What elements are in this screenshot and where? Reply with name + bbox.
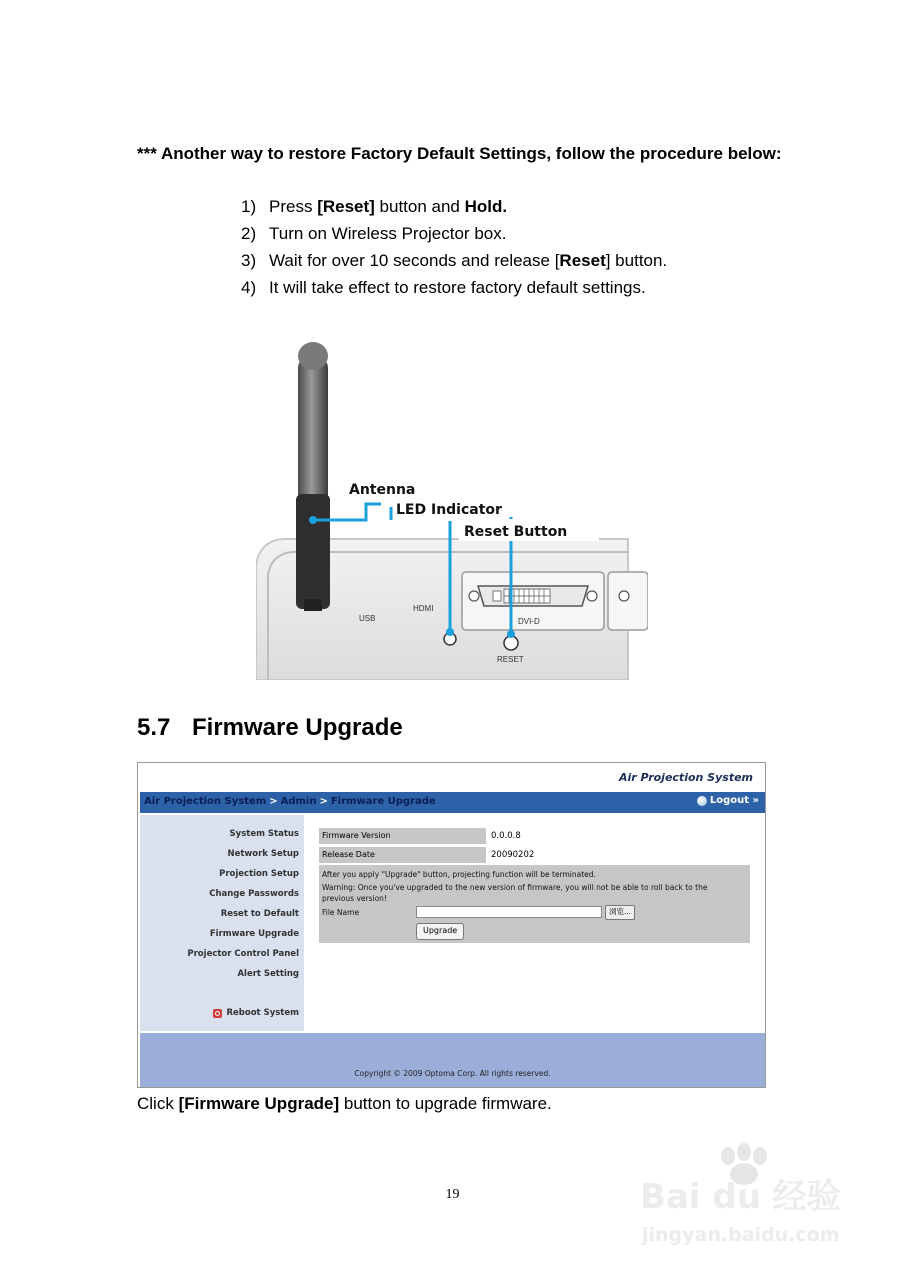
sidebar-item-change-passwords[interactable]: Change Passwords bbox=[209, 889, 299, 899]
breadcrumb-item[interactable]: Air Projection System bbox=[144, 796, 267, 807]
dvi-connector-icon bbox=[469, 586, 597, 606]
baidu-watermark bbox=[640, 1138, 860, 1258]
led-callout: LED Indicator bbox=[396, 502, 502, 518]
upgrade-button[interactable]: Upgrade bbox=[416, 923, 464, 940]
release-date-label: Release Date bbox=[319, 847, 486, 863]
reset-callout: Reset Button bbox=[464, 524, 568, 540]
caption: Click [Firmware Upgrade] button to upgrade firmware. bbox=[137, 1094, 552, 1113]
upgrade-warning-cont: previous version! bbox=[322, 894, 387, 903]
upgrade-warning: Warning: Once you've upgraded to the new version of firmware, you will not be able to roll back to the bbox=[322, 883, 708, 892]
logout-icon bbox=[697, 796, 707, 806]
firmware-version-label: Firmware Version bbox=[319, 828, 486, 844]
breadcrumb-item: Firmware Upgrade bbox=[330, 796, 436, 807]
device-figure bbox=[256, 334, 648, 680]
watermark-url: jingyan.baidu.com bbox=[642, 1224, 840, 1246]
hdmi-label: HDMI bbox=[413, 604, 434, 613]
page-number: 19 bbox=[445, 1187, 460, 1202]
reboot-system-link[interactable]: Reboot System bbox=[213, 1008, 299, 1018]
reset-button-icon bbox=[504, 636, 518, 650]
release-date-value: 20090202 bbox=[491, 850, 535, 860]
sidebar-item-reset-to-default[interactable]: Reset to Default bbox=[220, 909, 299, 919]
step-3: 3) Wait for over 10 seconds and release [Reset] button. bbox=[241, 251, 668, 270]
sidebar-item-system-status[interactable]: System Status bbox=[229, 829, 299, 839]
intro-paragraph: *** Another way to restore Factory Default Settings, follow the procedure below: bbox=[137, 144, 782, 163]
dvid-label: DVI-D bbox=[518, 617, 540, 626]
file-name-label: File Name bbox=[322, 908, 360, 917]
sidebar-item-firmware-upgrade[interactable]: Firmware Upgrade bbox=[209, 929, 299, 939]
logout-link[interactable]: Logout » bbox=[697, 795, 759, 806]
sidebar-item-projection-setup[interactable]: Projection Setup bbox=[219, 869, 299, 879]
firmware-upgrade-screenshot bbox=[137, 762, 766, 1088]
antenna-icon bbox=[296, 342, 330, 611]
step-2: 2) Turn on Wireless Projector box. bbox=[241, 224, 507, 243]
power-icon bbox=[213, 1009, 222, 1018]
upgrade-notice: After you apply "Upgrade" button, projecting function will be terminated. bbox=[322, 870, 596, 879]
sidebar-item-projector-control-panel[interactable]: Projector Control Panel bbox=[187, 949, 299, 959]
step-4: 4) It will take effect to restore factory default settings. bbox=[241, 278, 646, 297]
usb-label: USB bbox=[359, 614, 376, 623]
app-title: Air Projection System bbox=[618, 771, 753, 784]
copyright: Copyright © 2009 Optoma Corp. All rights reserved. bbox=[354, 1069, 551, 1078]
breadcrumb-item[interactable]: Admin bbox=[280, 796, 317, 807]
procedure-steps bbox=[241, 193, 667, 301]
nav-bar bbox=[140, 792, 765, 813]
watermark-logo: Bai du 经验 bbox=[640, 1177, 841, 1217]
sidebar-item-network-setup[interactable]: Network Setup bbox=[227, 849, 299, 859]
footer bbox=[140, 1033, 765, 1087]
sidebar-item-alert-setting[interactable]: Alert Setting bbox=[237, 969, 299, 979]
browse-button[interactable]: 浏览... bbox=[605, 905, 635, 920]
file-name-input[interactable] bbox=[416, 906, 602, 918]
antenna-callout: Antenna bbox=[349, 482, 416, 498]
sidebar bbox=[140, 815, 304, 1031]
step-1: 1) Press [Reset] button and Hold. bbox=[241, 197, 508, 216]
section-heading: 5.7 Firmware Upgrade bbox=[137, 714, 403, 741]
upgrade-panel bbox=[319, 865, 750, 943]
firmware-version-value: 0.0.0.8 bbox=[491, 831, 521, 841]
breadcrumb: Air Projection System > Admin > Firmware Upgrade bbox=[144, 796, 436, 807]
reset-port-label: RESET bbox=[497, 655, 524, 664]
